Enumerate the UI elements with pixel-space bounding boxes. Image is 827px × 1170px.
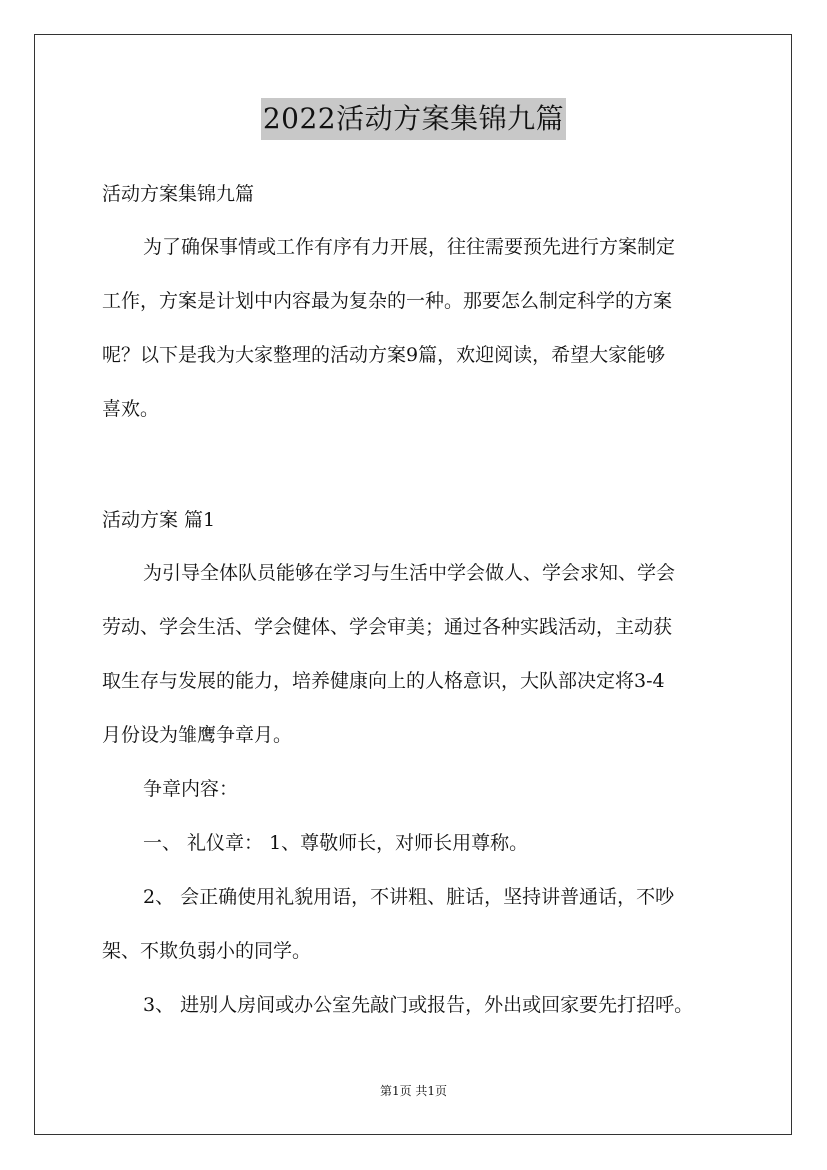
page-footer: 第1页 共1页 <box>379 1084 448 1098</box>
item-2-paragraph <box>102 870 738 978</box>
title-container <box>0 98 827 140</box>
section-line: 月份设为雏鹰争章月。 <box>102 724 293 746</box>
section-line: 取生存与发展的能力，培养健康向上的人格意识，大队部决定将3-4 <box>102 670 665 692</box>
list-item: 2、 会正确使用礼貌用语，不讲粗、脏话，坚持讲普通话，不吵 <box>143 886 675 908</box>
list-item-continuation: 架、不欺负弱小的同学。 <box>102 940 312 962</box>
item-3-paragraph <box>102 978 738 1032</box>
item-1-paragraph <box>102 816 738 870</box>
content-label: 争章内容： <box>143 778 239 800</box>
list-item: 一、 礼仪章： 1、尊敬师长，对师长用尊称。 <box>143 832 529 854</box>
document-subtitle: 活动方案集锦九篇 <box>102 183 255 205</box>
intro-paragraph <box>102 220 738 436</box>
intro-line: 呢？以下是我为大家整理的活动方案9篇，欢迎阅读，希望大家能够 <box>102 344 666 366</box>
list-item: 3、 进别人房间或办公室先敲门或报告，外出或回家要先打招呼。 <box>143 994 694 1016</box>
content-label-paragraph <box>102 762 738 816</box>
document-title: 2022活动方案集锦九篇 <box>261 98 566 140</box>
intro-line: 工作，方案是计划中内容最为复杂的一种。那要怎么制定科学的方案 <box>102 290 673 312</box>
intro-line: 为了确保事情或工作有序有力开展，往往需要预先进行方案制定 <box>143 236 676 258</box>
intro-line: 喜欢。 <box>102 398 160 420</box>
section-line: 为引导全体队员能够在学习与生活中学会做人、学会求知、学会 <box>143 562 676 584</box>
section-heading: 活动方案 篇1 <box>102 509 216 531</box>
section-line: 劳动、学会生活、学会健体、学会审美；通过各种实践活动，主动获 <box>102 616 673 638</box>
section-paragraph <box>102 546 738 762</box>
